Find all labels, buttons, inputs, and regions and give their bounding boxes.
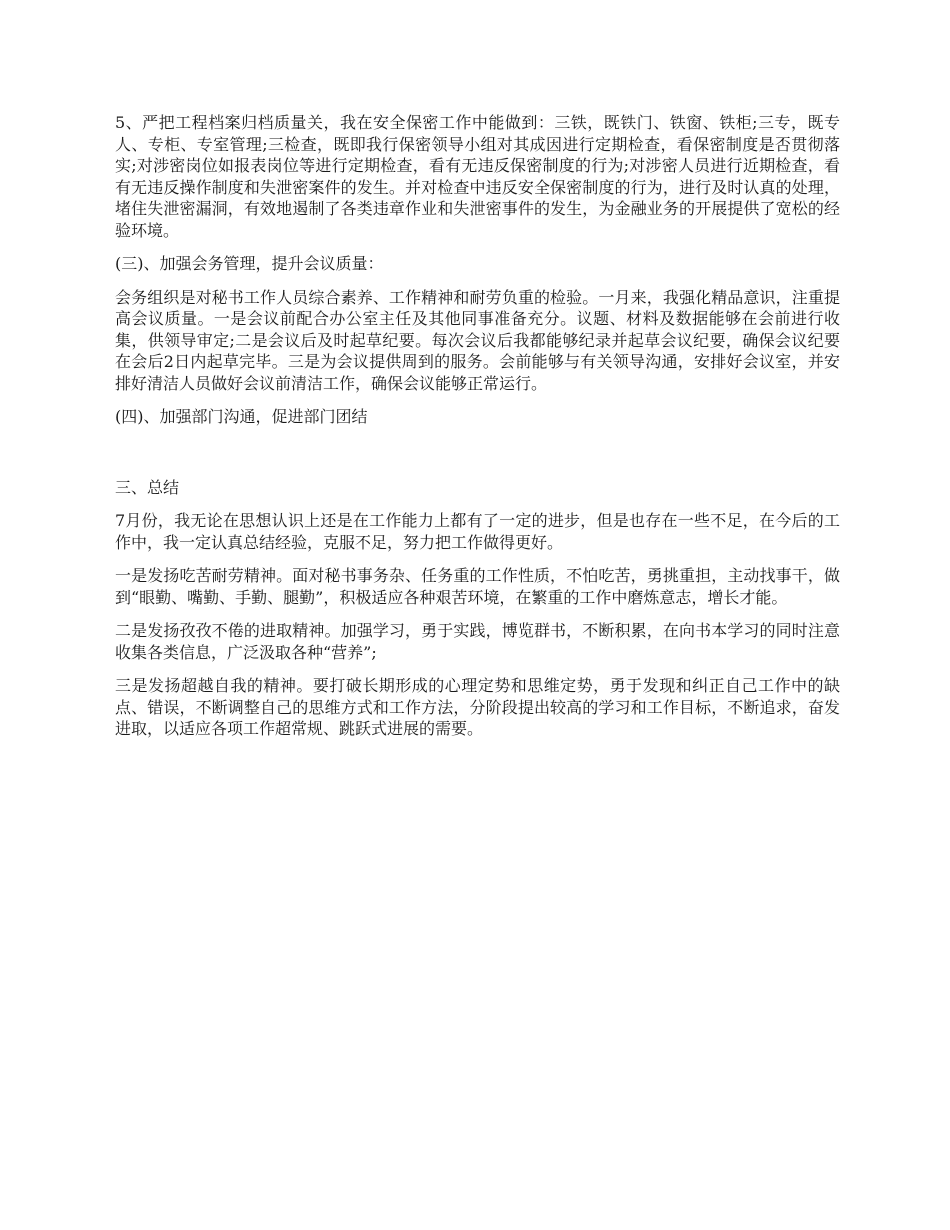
document-page	[115, 112, 840, 752]
paragraph-archive-quality: 5、严把工程档案归档质量关，我在安全保密工作中能做到：三铁，既铁门、铁窗、铁柜;三专，既专人、专柜、专室管理;三检查，既即我行保密领导小组对其成因进行定期检查，看保密制度是否贯彻落实;对涉密岗位如报表岗位等进行定期检查，看有无违反保密制度的行为;对涉密人员进行近期检查，看有无违反操作制度和失泄密案件的发生。并对检查中违反安全保密制度的行为，进行及时认真的处理，堵住失泄密漏洞，有效地遏制了各类违章作业和失泄密事件的发生，为金融业务的开展提供了宽松的经验环境。	[115, 113, 840, 240]
paragraph-meeting-organization: 会务组织是对秘书工作人员综合素养、工作精神和耐劳负重的检验。一月来，我强化精品意识，注重提高会议质量。一是会议前配合办公室主任及其他同事准备充分。议题、材料及数据能够在会前进行收集，供领导审定;二是会议后及时起草纪要。每次会议后我都能够纪录并起草会议纪要，确保会议纪要在会后2日内起草完毕。三是为会议提供周到的服务。会前能够与有关领导沟通，安排好会议室，并安排好清洁人员做好会议前清洁工作，确保会议能够正常运行。	[115, 287, 840, 393]
heading-meeting-management: (三)、加强会务管理，提升会议质量：	[115, 254, 384, 273]
heading-summary: 三、总结	[115, 477, 180, 497]
section-spacer	[115, 440, 840, 477]
paragraph-summary-intro: 7月份，我无论在思想认识上还是在工作能力上都有了一定的进步，但是也存在一些不足，在今后的工作中，我一定认真总结经验，克服不足，努力把工作做得更好。	[115, 511, 840, 552]
paragraph-hardworking-spirit: 一是发扬吃苦耐劳精神。面对秘书事务杂、任务重的工作性质，不怕吃苦，勇挑重担，主动找事干，做到“眼勤、嘴勤、手勤、腿勤”，积极适应各种艰苦环境，在繁重的工作中磨炼意志，增长才能。	[115, 566, 840, 607]
heading-department-communication: (四)、加强部门沟通，促进部门团结	[115, 407, 368, 426]
paragraph-enterprising-spirit: 二是发扬孜孜不倦的进取精神。加强学习，勇于实践，博览群书，不断积累，在向书本学习的同时注意收集各类信息，广泛汲取各种“营养”;	[115, 621, 840, 662]
paragraph-self-surpassing-spirit: 三是发扬超越自我的精神。要打破长期形成的心理定势和思维定势，勇于发现和纠正自己工作中的缺点、错误，不断调整自己的思维方式和工作方法，分阶段提出较高的学习和工作目标，不断追求，奋发进取，以适应各项工作超常规、跳跃式进展的需要。	[115, 676, 840, 738]
